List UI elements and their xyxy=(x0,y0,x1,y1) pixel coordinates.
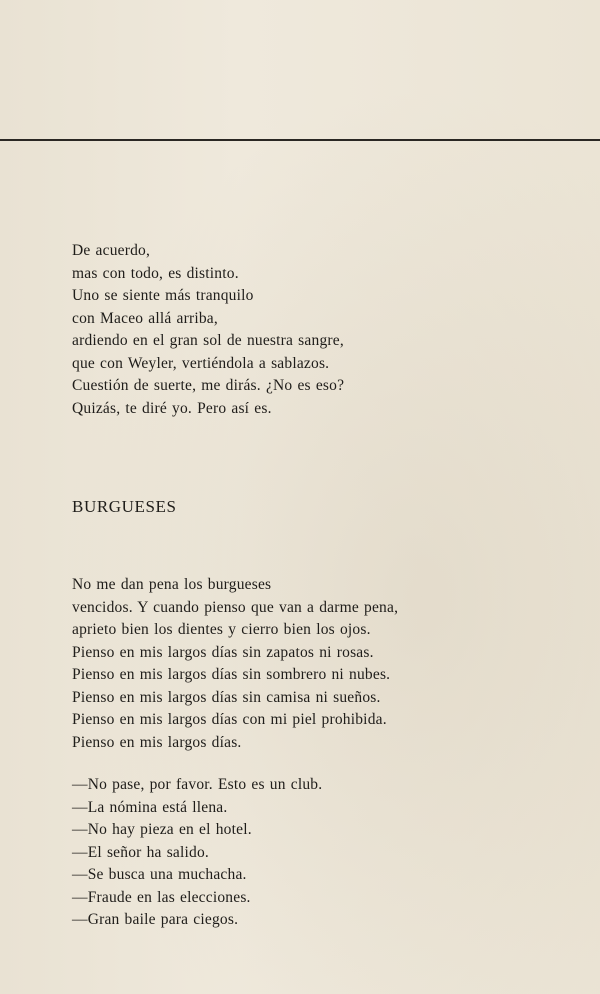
poem-stanza-2 xyxy=(72,574,398,754)
poem-line: que con Weyler, vertiéndola a sablazos. xyxy=(72,354,330,372)
poem-line: —Se busca una muchacha. xyxy=(72,866,247,883)
poem-line: Quizás, te diré yo. Pero así es. xyxy=(72,399,272,417)
poem-line: —Fraude en las elecciones. xyxy=(72,888,251,906)
poem-line: Pienso en mis largos días con mi piel prohibida. xyxy=(72,711,387,728)
poem-line: —No pase, por favor. Esto es un club. xyxy=(72,776,323,793)
poem-line: ardiendo en el gran sol de nuestra sangre, xyxy=(72,332,344,349)
poem-line: Pienso en mis largos días. xyxy=(72,733,242,751)
poem-line: Uno se siente más tranquilo xyxy=(72,287,254,304)
poem-line: Pienso en mis largos días sin sombrero ni nubes. xyxy=(72,666,391,683)
poem-line: aprieto bien los dientes y cierro bien los ojos. xyxy=(72,621,371,638)
poem-line: mas con todo, es distinto. xyxy=(72,264,239,282)
poem-line: con Maceo allá arriba, xyxy=(72,309,218,327)
poem-line: —Gran baile para ciegos. xyxy=(72,911,239,928)
poem-line: —El señor ha salido. xyxy=(72,843,210,861)
poem-stanza-1 xyxy=(72,240,344,420)
poem-line: Cuestión de suerte, me dirás. ¿No es eso? xyxy=(72,377,345,394)
poem-line: —La nómina está llena. xyxy=(72,798,228,816)
poem-line: vencidos. Y cuando pienso que van a darme pena, xyxy=(72,598,399,616)
poem-line: De acuerdo, xyxy=(72,242,151,259)
poem-line: No me dan pena los burgueses xyxy=(72,576,272,593)
header-rule xyxy=(0,139,600,141)
poem-line: Pienso en mis largos días sin camisa ni sueños. xyxy=(72,688,381,706)
poem-line: Pienso en mis largos días sin zapatos ni rosas. xyxy=(72,643,374,661)
poem-stanza-3 xyxy=(72,774,322,932)
poem-line: —No hay pieza en el hotel. xyxy=(72,821,252,838)
poem-title: BURGUESES xyxy=(72,497,177,516)
